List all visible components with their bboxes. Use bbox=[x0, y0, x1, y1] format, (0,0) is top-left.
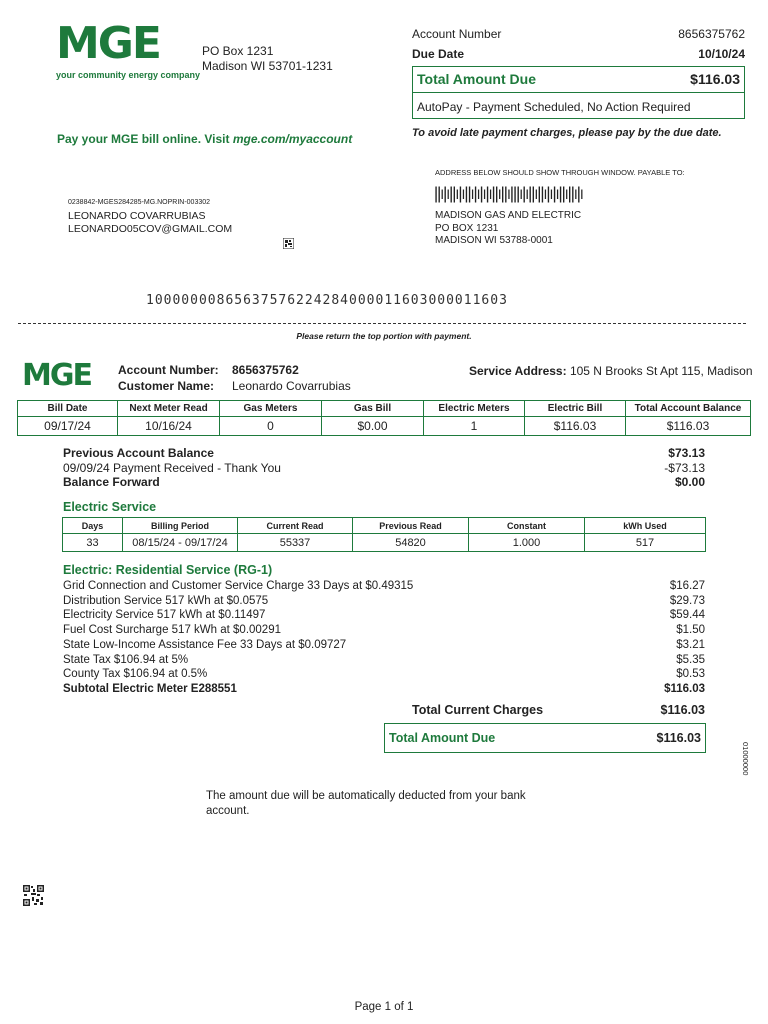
small-qr-code bbox=[283, 238, 294, 249]
logo-small-wordmark: MGE bbox=[22, 358, 91, 393]
balance-forward-label: Balance Forward bbox=[63, 475, 160, 489]
read-days: 33 bbox=[63, 534, 123, 552]
online-pay-text: Pay your MGE bill online. Visit bbox=[57, 132, 233, 146]
charge-value: $16.27 bbox=[669, 580, 705, 592]
summary-total-balance: $116.03 bbox=[626, 417, 751, 436]
mail-code: 0238842-MGES284285-MG.NOPRIN-003302 bbox=[68, 199, 211, 206]
stub-account-block bbox=[412, 27, 745, 65]
charge-label: State Tax $106.94 at 5% bbox=[63, 653, 189, 666]
charge-label: Distribution Service 517 kWh at $0.0575 bbox=[63, 594, 269, 607]
stub-total-due-box bbox=[412, 66, 745, 119]
return-note: Please return the top portion with payment. bbox=[296, 331, 472, 341]
stub-total-due: $116.03 bbox=[690, 71, 740, 87]
qr-code bbox=[23, 885, 44, 906]
stub-due-date-label: Due Date bbox=[412, 47, 465, 61]
payee-city: MADISON WI 53788-0001 bbox=[435, 235, 553, 246]
read-kwh: 517 bbox=[585, 534, 706, 552]
customer-mail-email: LEONARDO05COV@GMAIL.COM bbox=[68, 223, 233, 235]
scan-line: 1000000086563757622428400001160300001160​3 bbox=[146, 293, 508, 308]
total-current-label: Total Current Charges bbox=[412, 703, 544, 717]
total-due-label: Total Amount Due bbox=[389, 731, 496, 745]
charge-value: $59.44 bbox=[669, 609, 705, 622]
customer-name-label: Customer Name: bbox=[118, 378, 215, 393]
charge-lines bbox=[63, 579, 705, 697]
payee-name: MADISON GAS AND ELECTRIC bbox=[435, 210, 582, 221]
balance-section bbox=[63, 446, 705, 490]
charge-line bbox=[63, 594, 705, 609]
service-address-value: 105 N Brooks St Apt 115, Madison bbox=[569, 364, 753, 378]
summary-bill-date: 09/17/24 bbox=[18, 417, 118, 436]
stub-account-number: 8656375762 bbox=[678, 27, 745, 41]
charge-label: County Tax $106.94 at 0.5% bbox=[63, 668, 208, 681]
logo-tagline: your community energy company bbox=[56, 70, 201, 80]
mge-logo bbox=[56, 18, 206, 80]
electric-read-table bbox=[62, 517, 706, 552]
summary-header-next-read: Next Meter Read bbox=[118, 401, 220, 417]
read-previous: 54820 bbox=[353, 534, 469, 552]
remit-city: Madison WI 53701-1231 bbox=[202, 59, 333, 73]
read-header-kwh: kWh Used bbox=[585, 518, 706, 534]
page-number: Page 1 of 1 bbox=[354, 1001, 414, 1013]
subtotal-value: $116.03 bbox=[664, 682, 705, 695]
charge-label: Grid Connection and Customer Service Charge 33 Days at $0.49315 bbox=[63, 580, 414, 592]
read-current: 55337 bbox=[238, 534, 353, 552]
customer-mail-name: LEONARDO COVARRUBIAS bbox=[68, 210, 206, 222]
payment-received-label: 09/09/24 Payment Received - Thank You bbox=[63, 460, 281, 475]
online-pay-link[interactable]: mge.com/myaccount bbox=[232, 132, 353, 146]
previous-balance-value: $73.13 bbox=[668, 446, 705, 460]
logo-wordmark: MGE bbox=[56, 18, 160, 69]
late-warning: To avoid late payment charges, please pay by the due date. bbox=[412, 127, 722, 139]
charge-line bbox=[63, 667, 705, 682]
charge-line bbox=[63, 623, 705, 638]
payee-address bbox=[435, 210, 581, 248]
summary-header-gas-bill: Gas Bill bbox=[322, 401, 424, 417]
side-code: 01000000 bbox=[741, 742, 750, 776]
remit-po-box: PO Box 1231 bbox=[202, 44, 274, 58]
residential-service-title: Electric: Residential Service (RG-1) bbox=[63, 563, 273, 577]
stub-due-date: 10/10/24 bbox=[698, 47, 745, 61]
service-address-label: Service Address: bbox=[469, 364, 567, 378]
postal-barcode: ǀǀıǀıǀǀıǀıǀǀıǀıǀıǀıǀǀıǀǀıǀǀǀıǀıǀǀıǀǀıǀıǀıǀǀıǀǀıǀı bbox=[434, 184, 583, 204]
read-header-previous: Previous Read bbox=[353, 518, 469, 534]
charge-label: Fuel Cost Surcharge 517 kWh at $0.00291 bbox=[63, 624, 281, 637]
payment-received-value: -$73.13 bbox=[664, 460, 705, 475]
read-header-current: Current Read bbox=[238, 518, 353, 534]
charge-line bbox=[63, 653, 705, 668]
read-constant: 1.000 bbox=[469, 534, 585, 552]
account-number-label: Account Number: bbox=[118, 363, 219, 377]
charge-value: $29.73 bbox=[669, 594, 705, 607]
charge-line bbox=[63, 608, 705, 623]
summary-header-row bbox=[18, 401, 751, 417]
total-due-value: $116.03 bbox=[656, 731, 701, 745]
summary-header-bill-date: Bill Date bbox=[18, 401, 118, 417]
window-note: ADDRESS BELOW SHOULD SHOW THROUGH WINDOW. PAYABLE TO: bbox=[435, 168, 685, 177]
read-billing-period: 08/15/24 - 09/17/24 bbox=[123, 534, 238, 552]
stub-account-number-label: Account Number bbox=[412, 27, 502, 41]
summary-value-row bbox=[18, 417, 751, 436]
subtotal-line bbox=[63, 682, 705, 697]
autopay-deduction-note: The amount due will be automatically deducted from your bank account. bbox=[206, 790, 526, 817]
read-header-constant: Constant bbox=[469, 518, 585, 534]
summary-electric-bill: $116.03 bbox=[525, 417, 626, 436]
summary-header-electric-meters: Electric Meters bbox=[424, 401, 525, 417]
charge-value: $5.35 bbox=[676, 653, 705, 666]
account-summary-table bbox=[17, 400, 751, 436]
autopay-message: AutoPay - Payment Scheduled, No Action Required bbox=[417, 100, 691, 114]
read-header-billing-period: Billing Period bbox=[123, 518, 238, 534]
service-address bbox=[469, 364, 753, 378]
account-number: 8656375762 bbox=[232, 363, 299, 377]
charge-label: Electricity Service 517 kWh at $0.11497 bbox=[63, 609, 266, 622]
total-amount-due-box bbox=[384, 723, 706, 753]
electric-read-header-row bbox=[63, 518, 706, 534]
charge-value: $0.53 bbox=[676, 668, 705, 681]
payee-po-box: PO BOX 1231 bbox=[435, 222, 499, 234]
online-pay-message bbox=[57, 132, 352, 146]
total-current-value: $116.03 bbox=[660, 703, 705, 717]
summary-electric-meters: 1 bbox=[424, 417, 525, 436]
summary-gas-bill: $0.00 bbox=[322, 417, 424, 436]
subtotal-label: Subtotal Electric Meter E288551 bbox=[63, 682, 237, 695]
summary-header-electric-bill: Electric Bill bbox=[525, 401, 626, 417]
mge-logo-small bbox=[22, 360, 91, 392]
remit-address bbox=[202, 44, 333, 74]
charge-label: State Low-Income Assistance Fee 33 Days at $0.09727 bbox=[63, 638, 347, 651]
charge-line bbox=[63, 638, 705, 653]
balance-forward-value: $0.00 bbox=[674, 475, 705, 489]
previous-balance-label: Previous Account Balance bbox=[63, 446, 214, 460]
customer-mail-block bbox=[68, 210, 232, 236]
charge-value: $3.21 bbox=[676, 638, 705, 651]
stub-total-due-label: Total Amount Due bbox=[417, 71, 536, 87]
summary-gas-meters: 0 bbox=[220, 417, 322, 436]
electric-read-value-row bbox=[63, 534, 706, 552]
customer-name: Leonardo Covarrubias bbox=[232, 378, 351, 393]
account-info bbox=[118, 363, 351, 394]
read-header-days: Days bbox=[63, 518, 123, 534]
summary-next-read: 10/16/24 bbox=[118, 417, 220, 436]
summary-header-gas-meters: Gas Meters bbox=[220, 401, 322, 417]
total-current-charges bbox=[412, 703, 705, 717]
charge-value: $1.50 bbox=[676, 624, 705, 637]
summary-header-total-balance: Total Account Balance bbox=[626, 401, 751, 417]
charge-line bbox=[63, 579, 705, 594]
perforation-line bbox=[18, 323, 746, 324]
electric-service-title: Electric Service bbox=[63, 500, 157, 514]
